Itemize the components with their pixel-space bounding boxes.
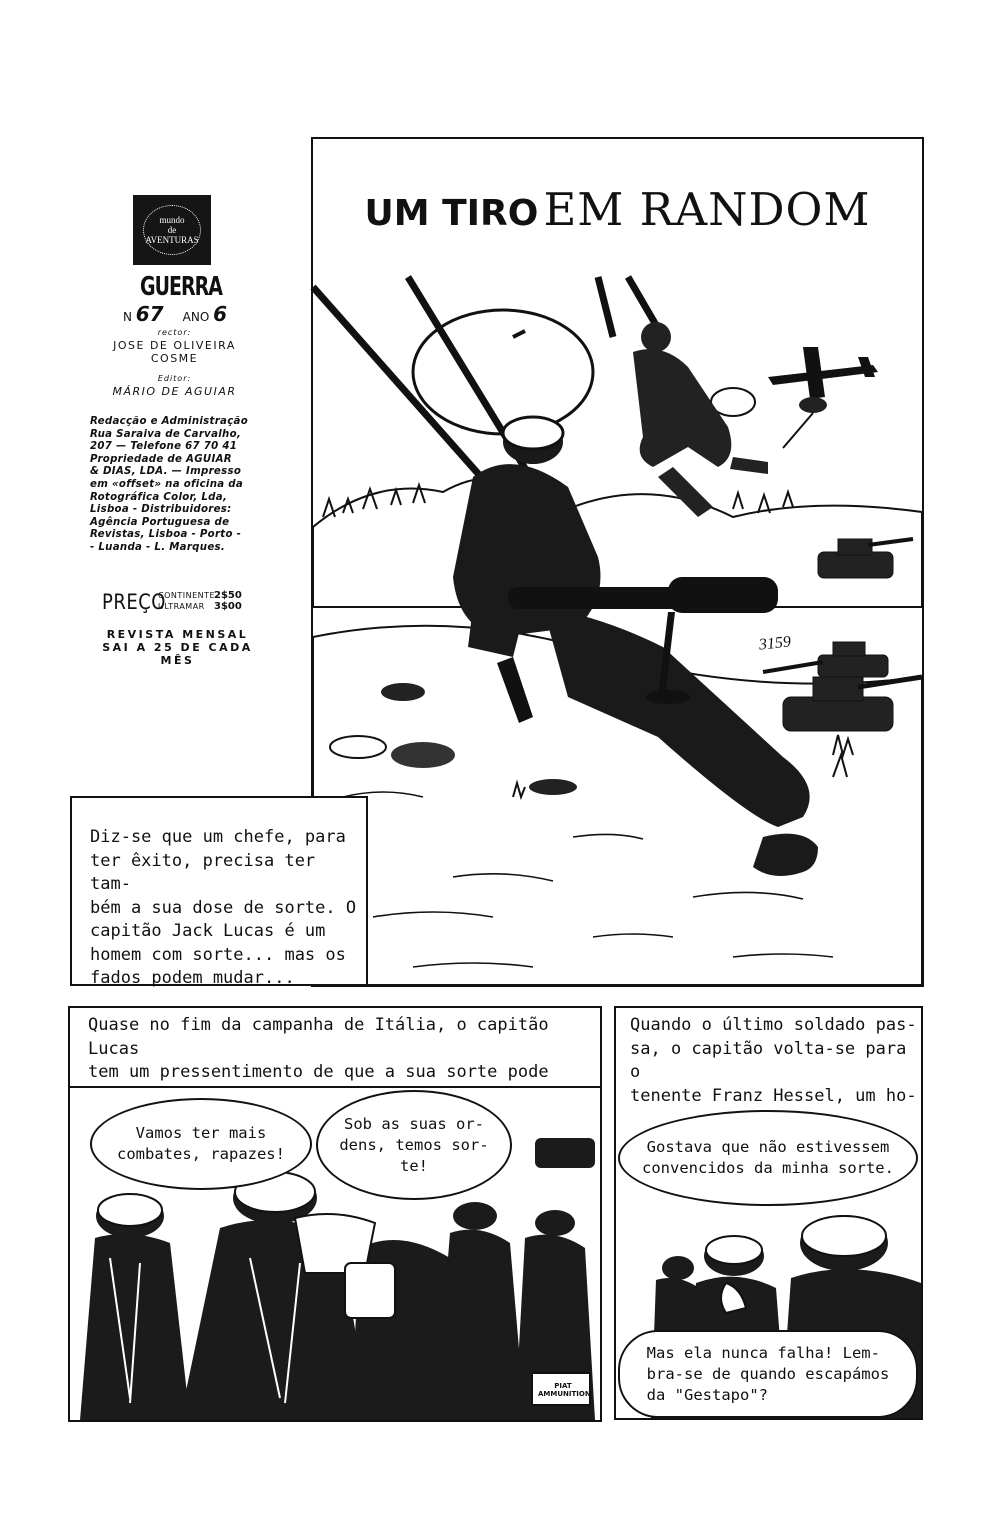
balloon-line: Gostava que não estivessem <box>646 1138 890 1156</box>
monthly-line-2: SAI A 25 DE CADA <box>102 641 253 654</box>
speech-balloon-lucas-2 <box>618 1110 918 1206</box>
issue-label: N <box>122 310 132 324</box>
director-name-1: JOSE DE OLIVEIRA <box>113 339 236 352</box>
price-continent-label: CONTINENTE <box>158 591 216 600</box>
panel-2-art <box>68 1086 602 1422</box>
title-part-1: UM TIRO <box>364 193 539 234</box>
balloon-line: combates, rapazes! <box>117 1145 285 1163</box>
editor-label: Editor: <box>157 374 192 383</box>
caption-line: homem com sorte... mas os <box>90 944 346 965</box>
publisher-logo <box>133 195 211 265</box>
year-number: 6 <box>213 302 228 326</box>
balloon-line: Vamos ter mais <box>135 1124 267 1142</box>
caption-line: ter êxito, precisa ter tam- <box>90 850 316 894</box>
caption-line: tenente Franz Hessel, um ho- <box>630 1085 917 1106</box>
caption-line: capitão Jack Lucas é um <box>90 921 326 941</box>
story-title <box>313 183 922 236</box>
monthly-line-1: REVISTA MENSAL <box>106 628 249 641</box>
title-panel <box>311 137 924 281</box>
balloon-line: dens, temos sor- <box>339 1135 489 1154</box>
imprint-line: 207 — Telefone 67 70 41 <box>90 441 238 453</box>
caption-line: Quase no fim da campanha de Itália, o capitão Lucas <box>88 1015 549 1059</box>
editor-name: MÁRIO DE AGUIAR <box>112 385 237 398</box>
director-label: rector: <box>157 328 192 337</box>
art-number: 3159 <box>758 633 792 654</box>
imprint-line: & DIAS, LDA. — Impresso <box>90 466 242 478</box>
monthly-line-3: MÊS <box>160 654 195 667</box>
imprint-line: - Luanda - L. Marques. <box>90 541 226 553</box>
balloon-line: da "Gestapo"? <box>646 1385 768 1404</box>
imprint-line: Rotográfica Color, Lda, <box>90 491 228 503</box>
issue-line <box>100 302 250 326</box>
panel-3-art <box>614 1108 923 1420</box>
balloon-line: bra-se de quando escapámos <box>646 1364 890 1383</box>
panel-2-caption-box <box>68 1006 602 1088</box>
title-part-2: EM RANDOM <box>543 183 871 236</box>
splash-panel <box>311 277 924 987</box>
monthly-note <box>100 628 255 667</box>
caption-line: sa, o capitão volta-se para o <box>630 1038 907 1082</box>
caption-line: Diz-se que um chefe, para <box>90 827 346 847</box>
panel-3-caption-box <box>614 1006 923 1112</box>
intro-caption-panel <box>70 796 368 986</box>
imprint-line: Rua Saraiva de Carvalho, <box>90 428 242 440</box>
intro-caption <box>90 826 360 991</box>
speech-balloon-soldiers <box>316 1090 512 1200</box>
caption-line: Quando o último soldado pas- <box>630 1015 917 1035</box>
series-title: GUERRA <box>140 272 222 302</box>
speech-balloon-lucas-1 <box>90 1098 312 1190</box>
crate-label: PIAT AMMUNITION <box>538 1382 591 1398</box>
paratrooper-illustration <box>313 277 922 985</box>
director-name-2: COSME <box>150 352 199 365</box>
speech-balloon-hessel <box>618 1330 918 1418</box>
balloon-line: te! <box>400 1156 428 1175</box>
imprint-line: Propriedade de AGUIAR <box>90 453 232 465</box>
imprint-line: Agência Portuguesa de <box>90 516 230 528</box>
logo-line-1: mundo <box>159 215 185 225</box>
balloon-line: Mas ela nunca falha! Lem- <box>646 1343 880 1362</box>
logo-line-2: de <box>167 225 177 235</box>
caption-line: fados podem mudar... <box>90 968 295 988</box>
imprint-line: Redacção e Administração <box>90 416 249 427</box>
credits <box>82 326 267 398</box>
balloon-line: convencidos da minha sorte. <box>642 1159 894 1177</box>
logo-line-3: AVENTURAS <box>145 235 199 245</box>
year-label: ANO <box>182 310 210 324</box>
caption-line: tem um pressentimento de que a sua sorte pode <box>88 1062 549 1082</box>
issue-number: 67 <box>135 302 164 326</box>
caption-line: bém a sua dose de sorte. O <box>90 897 357 918</box>
imprint-block <box>90 416 262 555</box>
logo-ring <box>143 205 201 255</box>
price-overseas: 3$00 <box>214 601 242 612</box>
imprint-line: em «offset» na oficina da <box>90 478 244 490</box>
price-continent: 2$50 <box>214 590 242 601</box>
balloon-line: Sob as suas or- <box>344 1114 484 1133</box>
imprint-line: Lisboa - Distribuidores: <box>90 504 232 516</box>
imprint-line: Revistas, Lisboa - Porto - <box>90 529 242 541</box>
price-label: PREÇO <box>102 589 166 616</box>
price-overseas-label: ULTRAMAR <box>158 602 205 611</box>
